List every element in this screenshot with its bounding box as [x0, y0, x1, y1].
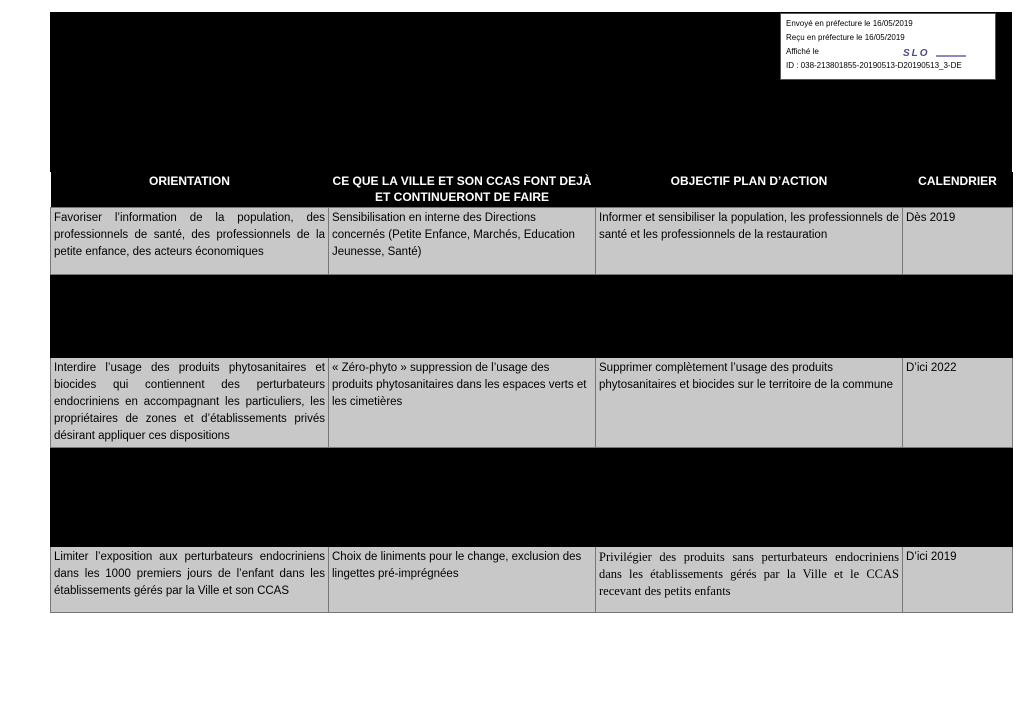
redacted-cell: [51, 448, 329, 547]
redacted-row: [51, 448, 1013, 547]
redacted-cell: [596, 448, 903, 547]
cell-actions: Sensibilisation en interne des Directions concernés (Petite Enfance, Marchés, Education Jeunesse, Santé): [329, 208, 596, 275]
redacted-cell: [596, 275, 903, 358]
cell-actions: Choix de liniments pour le change, exclusion des lingettes pré-imprégnées: [329, 547, 596, 613]
redacted-row: [51, 275, 1013, 358]
cell-calendrier: D’ici 2022: [903, 358, 1013, 448]
redacted-cell: [903, 275, 1013, 358]
table-header-row: [51, 172, 1013, 208]
prefecture-stamp: [780, 13, 996, 80]
slo-logo-swoosh: [936, 55, 966, 57]
cell-calendrier: Dès 2019: [903, 208, 1013, 275]
cell-orientation: Limiter l’exposition aux perturbateurs endocriniens dans les 1000 premiers jours de l’enfant dans les établissements gérés par la Ville et son CCAS: [51, 547, 329, 613]
header-actions: CE QUE LA VILLE ET SON CCAS FONT DEJÀ ET CONTINUERONT DE FAIRE: [329, 172, 596, 208]
cell-objectif: Privilégier des produits sans perturbateurs endocriniens dans les établissements gérés par la Ville et le CCAS recevant des petits enfants: [596, 547, 903, 613]
redacted-cell: [329, 448, 596, 547]
stamp-id-line: ID : 038-213801855-20190513-D20190513_3-DE: [786, 61, 962, 70]
table-row: [51, 208, 1013, 275]
stamp-posted-line: Affiché le: [786, 47, 819, 56]
header-objectif: OBJECTIF PLAN D’ACTION: [596, 172, 903, 208]
slo-logo: SLO: [903, 48, 930, 59]
cell-actions: « Zéro-phyto » suppression de l’usage des produits phytosanitaires dans les espaces verts et les cimetières: [329, 358, 596, 448]
header-calendrier: CALENDRIER: [903, 172, 1013, 208]
redacted-cell: [903, 448, 1013, 547]
stamp-sent-line: Envoyé en préfecture le 16/05/2019: [786, 19, 913, 28]
redacted-cell: [329, 275, 596, 358]
redacted-cell: [51, 275, 329, 358]
cell-orientation: Interdire l’usage des produits phytosanitaires et biocides qui contiennent des perturbateurs endocriniens en accompagnant les particuliers, les propriétaires de zones et d’établissements privés désirant appliquer ces dispositions: [51, 358, 329, 448]
cell-objectif: Informer et sensibiliser la population, les professionnels de santé et les professionnels de la restauration: [596, 208, 903, 275]
action-plan-table: [50, 172, 1013, 613]
cell-orientation: Favoriser l’information de la population, des professionnels de santé, des professionnels de la petite enfance, des acteurs économiques: [51, 208, 329, 275]
table-row: [51, 358, 1013, 448]
cell-calendrier: D’ici 2019: [903, 547, 1013, 613]
header-orientation: ORIENTATION: [51, 172, 329, 208]
cell-objectif: Supprimer complètement l’usage des produits phytosanitaires et biocides sur le territoire de la commune: [596, 358, 903, 448]
table-row: [51, 547, 1013, 613]
stamp-received-line: Reçu en préfecture le 16/05/2019: [786, 33, 905, 42]
